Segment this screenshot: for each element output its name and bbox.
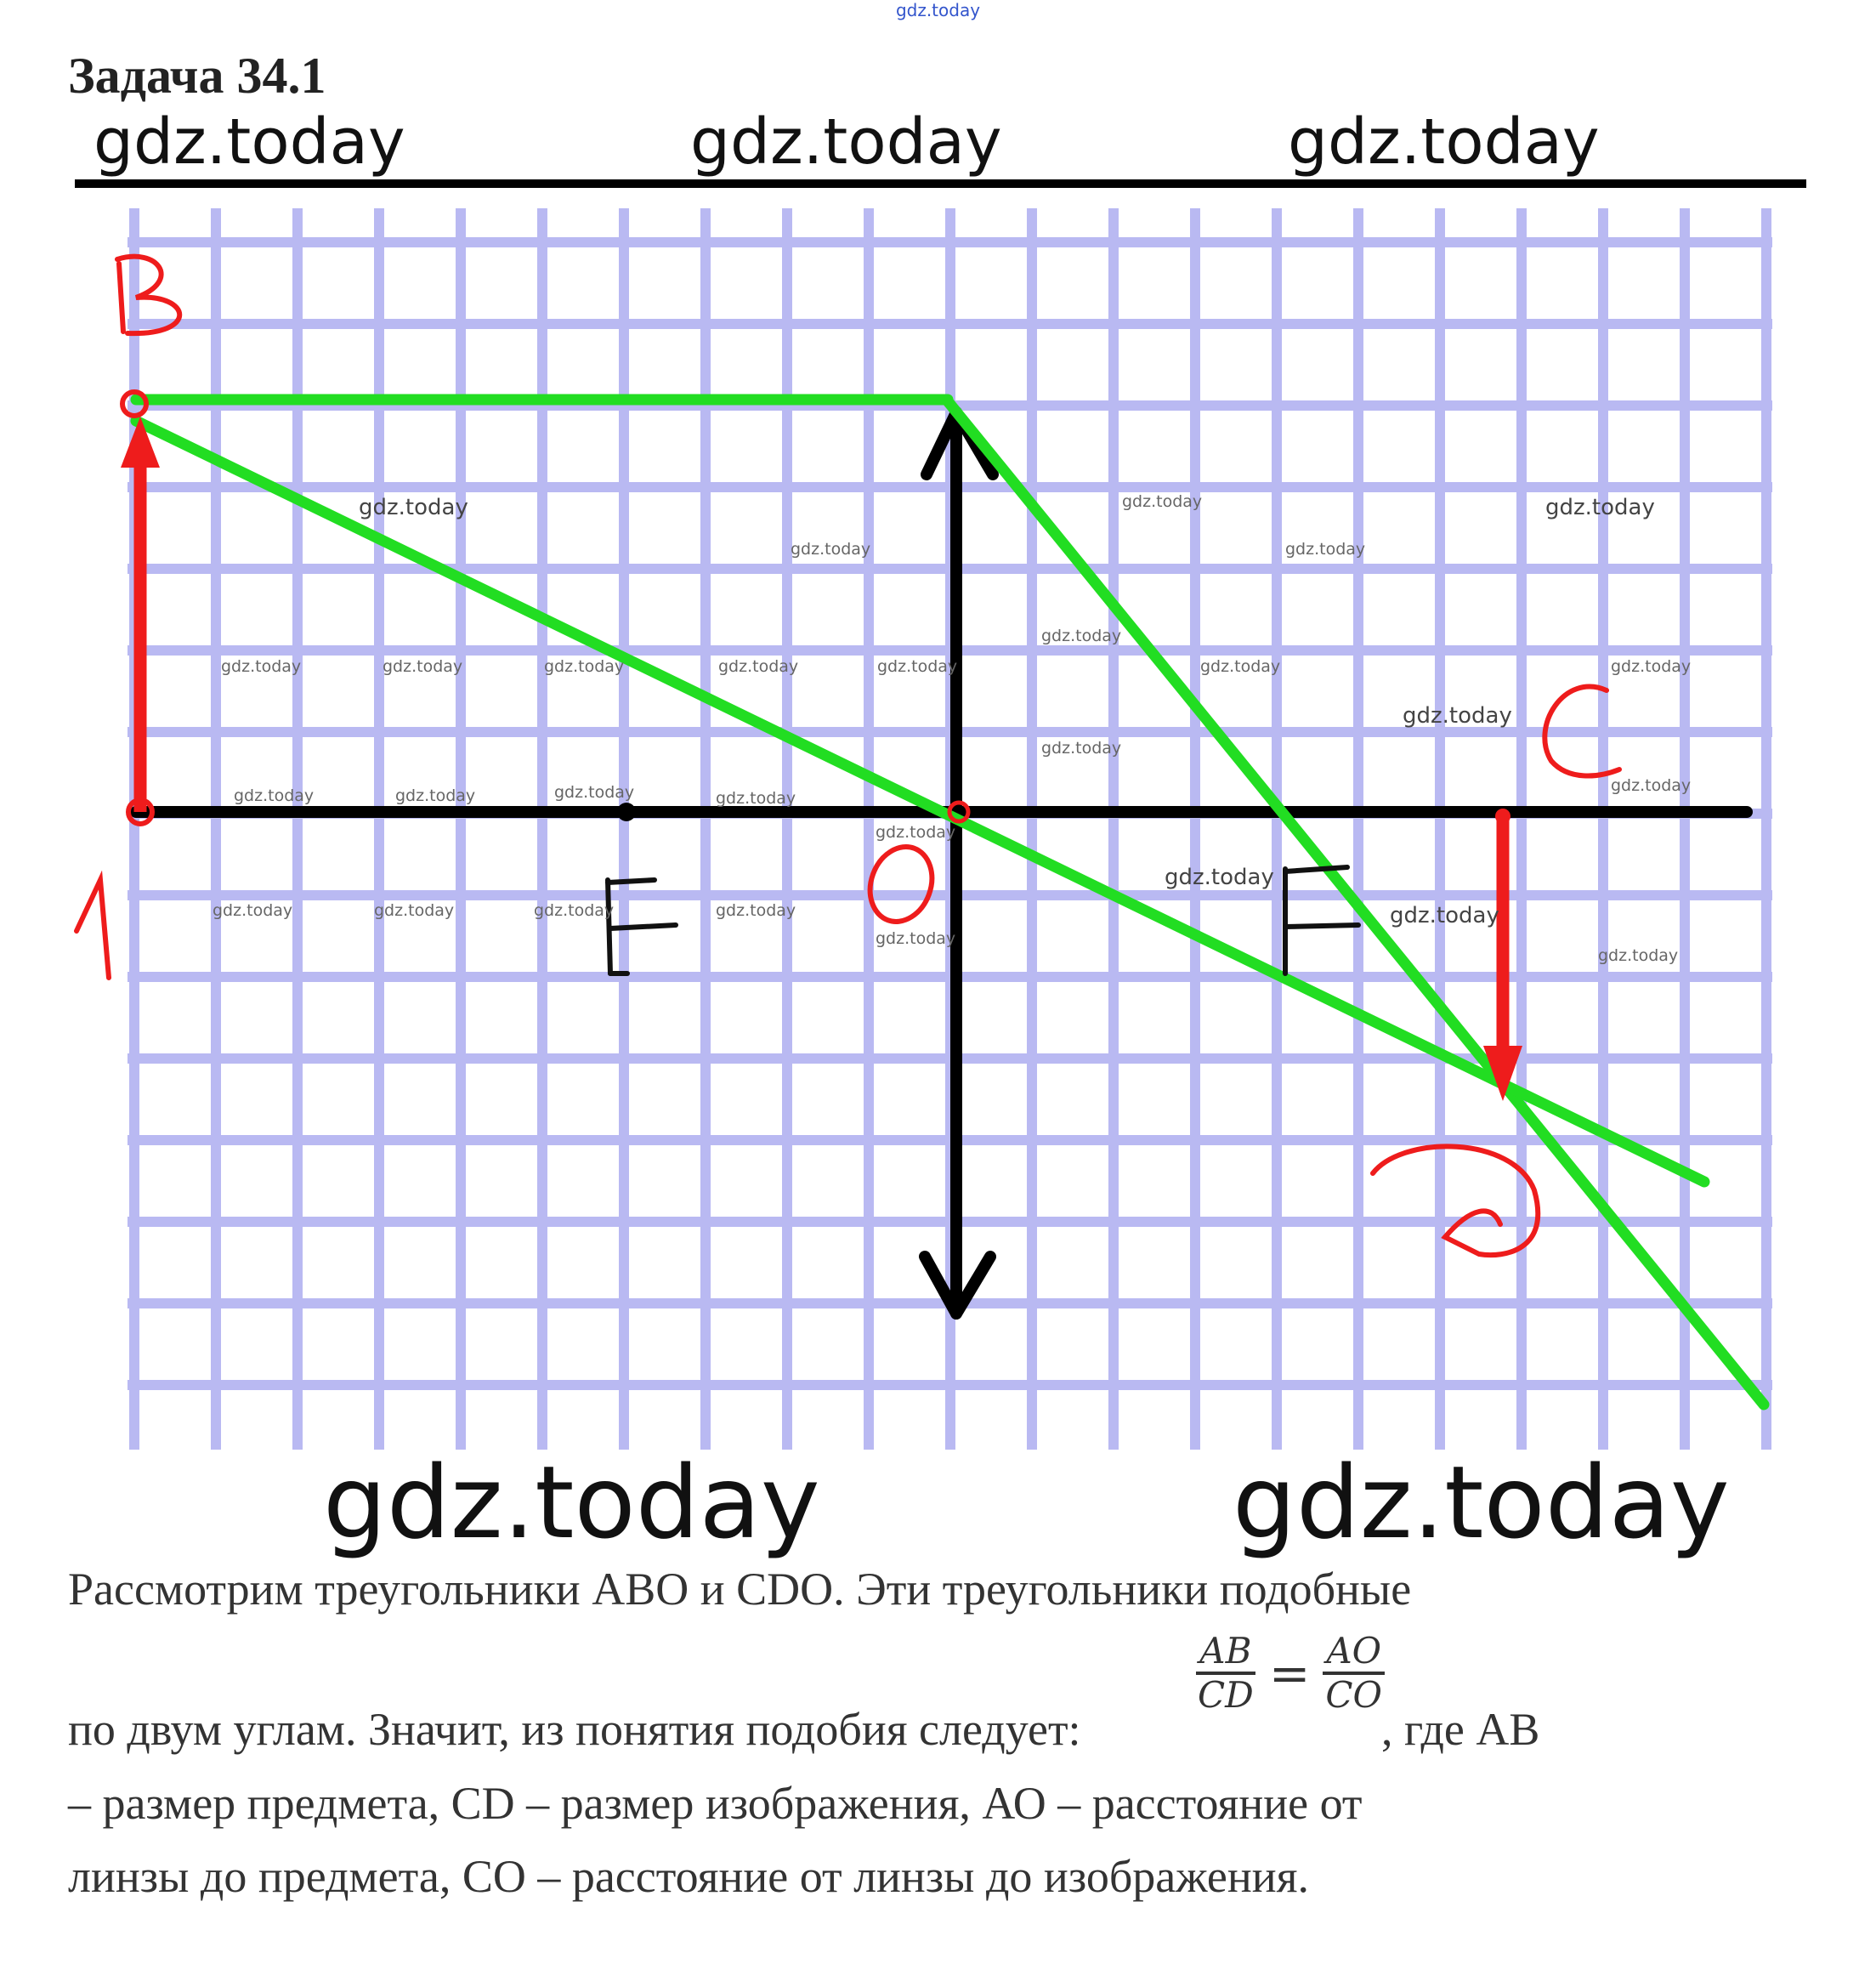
small-watermark: gdz.today [234,786,315,805]
small-watermark: gdz.today [716,901,796,920]
small-watermark: gdz.today [1200,657,1281,676]
small-watermark: gdz.today [1285,540,1366,559]
small-watermark: gdz.today [876,929,956,948]
small-watermark: gdz.today [716,789,796,808]
small-watermark: gdz.today [1041,627,1122,645]
small-watermark: gdz.today [554,783,635,802]
small-watermark: gdz.today [221,657,302,676]
footer-watermark: gdz.today [323,1444,820,1561]
footer-watermark: gdz.today [1233,1444,1730,1561]
handwritten-label-d [1373,1146,1538,1255]
solution-line-1: Рассмотрим треугольники АВО и СDО. Эти треугольники подобные [68,1564,1412,1615]
medium-watermark: gdz.today [1390,903,1499,928]
small-watermark: gdz.today [383,657,463,676]
fraction-ab-cd [1194,1631,1257,1717]
medium-watermark: gdz.today [1165,865,1274,890]
handwritten-label-a [77,880,109,978]
small-watermark: gdz.today [213,901,293,920]
fraction-denominator: CD [1198,1674,1254,1717]
equals-sign: = [1268,1644,1311,1703]
small-watermark: gdz.today [718,657,799,676]
small-watermark: gdz.today [1611,657,1692,676]
fraction-numerator: AB [1196,1631,1255,1675]
similarity-formula [1194,1631,1386,1717]
task-title: Задача 34.1 [68,48,326,104]
object-arrow-ab [121,392,160,824]
central-ray [136,421,1704,1182]
medium-watermark: gdz.today [359,495,468,520]
small-watermark: gdz.today [1122,492,1203,511]
small-watermark: gdz.today [876,823,956,842]
solution-line-3: – размер предмета, СD – размер изображения, АО – расстояние от [68,1778,1363,1829]
header-watermark: gdz.today [94,105,405,179]
small-watermark: gdz.today [395,786,476,805]
medium-watermark: gdz.today [1403,703,1512,729]
handwritten-label-f-right [1285,867,1358,973]
small-watermark: gdz.today [1611,776,1692,795]
header-watermark: gdz.today [690,105,1002,179]
medium-watermark: gdz.today [1545,495,1655,520]
small-watermark: gdz.today [534,901,615,920]
fraction-ao-co [1322,1631,1386,1717]
fraction-denominator: CO [1325,1674,1382,1717]
small-watermark: gdz.today [791,540,871,559]
solution-line-4: линзы до предмета, СО – расстояние от линзы до изображения. [68,1851,1309,1902]
small-watermark: gdz.today [374,901,455,920]
solution-line-2-start: по двум углам. Значит, из понятия подобия следует: [68,1704,1081,1755]
solution-line-2-end: , где АВ [1381,1704,1540,1755]
header-watermark: gdz.today [1288,105,1600,179]
focus-left-point [617,803,636,821]
small-watermark: gdz.today [1041,739,1122,758]
top-watermark: gdz.today [895,0,981,20]
fraction-numerator: AO [1323,1631,1385,1675]
diagram-medium-watermarks [359,495,1655,928]
small-watermark: gdz.today [544,657,625,676]
small-watermark: gdz.today [877,657,958,676]
small-watermark: gdz.today [1598,946,1679,965]
